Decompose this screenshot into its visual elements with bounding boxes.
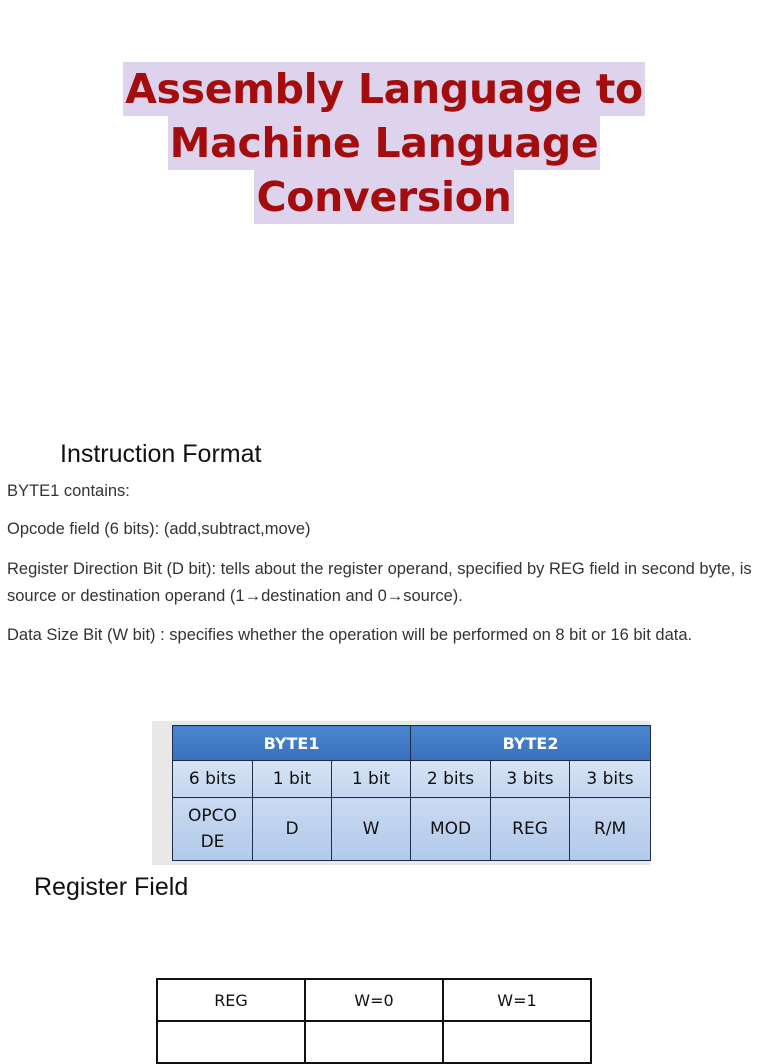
instruction-format-heading: Instruction Format — [60, 440, 262, 468]
field-cell-reg: REG — [491, 798, 570, 861]
byte1-contains-text: BYTE1 contains: — [7, 482, 130, 500]
w-bit-text: Data Size Bit (W bit) : specifies whether the operation will be performed on 8 bit or 16 bit data. — [7, 626, 693, 644]
byte1-header: BYTE1 — [173, 726, 411, 761]
bits-cell-rm: 3 bits — [570, 761, 651, 798]
instruction-format-figure — [152, 721, 650, 865]
field-cell-opcode — [173, 798, 253, 861]
reg-header: REG — [157, 979, 305, 1021]
bits-cell-w: 1 bit — [332, 761, 411, 798]
field-cell-mod: MOD — [411, 798, 491, 861]
title-line-1: Assembly Language to — [123, 62, 645, 116]
field-cell-w: W — [332, 798, 411, 861]
w1-cell-empty — [443, 1021, 591, 1063]
title-line-2: Machine Language — [168, 116, 601, 170]
register-field-table — [156, 978, 592, 1064]
opcode-line-1: OPCO — [188, 806, 237, 826]
register-field-heading: Register Field — [34, 873, 189, 901]
d-bit-text: Register Direction Bit (D bit): tells about the register operand, specified by REG field in second byte, is source or destination operand (1→destination and 0→source). — [7, 560, 752, 605]
field-cell-rm: R/M — [570, 798, 651, 861]
bits-cell-opcode: 6 bits — [173, 761, 253, 798]
reg-cell-empty — [157, 1021, 305, 1063]
bits-cell-d: 1 bit — [253, 761, 332, 798]
field-cell-d: D — [253, 798, 332, 861]
instruction-format-table — [172, 725, 651, 861]
bits-cell-reg: 3 bits — [491, 761, 570, 798]
w0-header: W=0 — [305, 979, 443, 1021]
bits-cell-mod: 2 bits — [411, 761, 491, 798]
byte2-header: BYTE2 — [411, 726, 651, 761]
page-title — [0, 62, 768, 224]
w0-cell-empty — [305, 1021, 443, 1063]
opcode-field-text: Opcode field (6 bits): (add,subtract,move) — [7, 520, 311, 538]
w1-header: W=1 — [443, 979, 591, 1021]
title-line-3: Conversion — [254, 170, 513, 224]
opcode-line-2: DE — [200, 832, 225, 852]
